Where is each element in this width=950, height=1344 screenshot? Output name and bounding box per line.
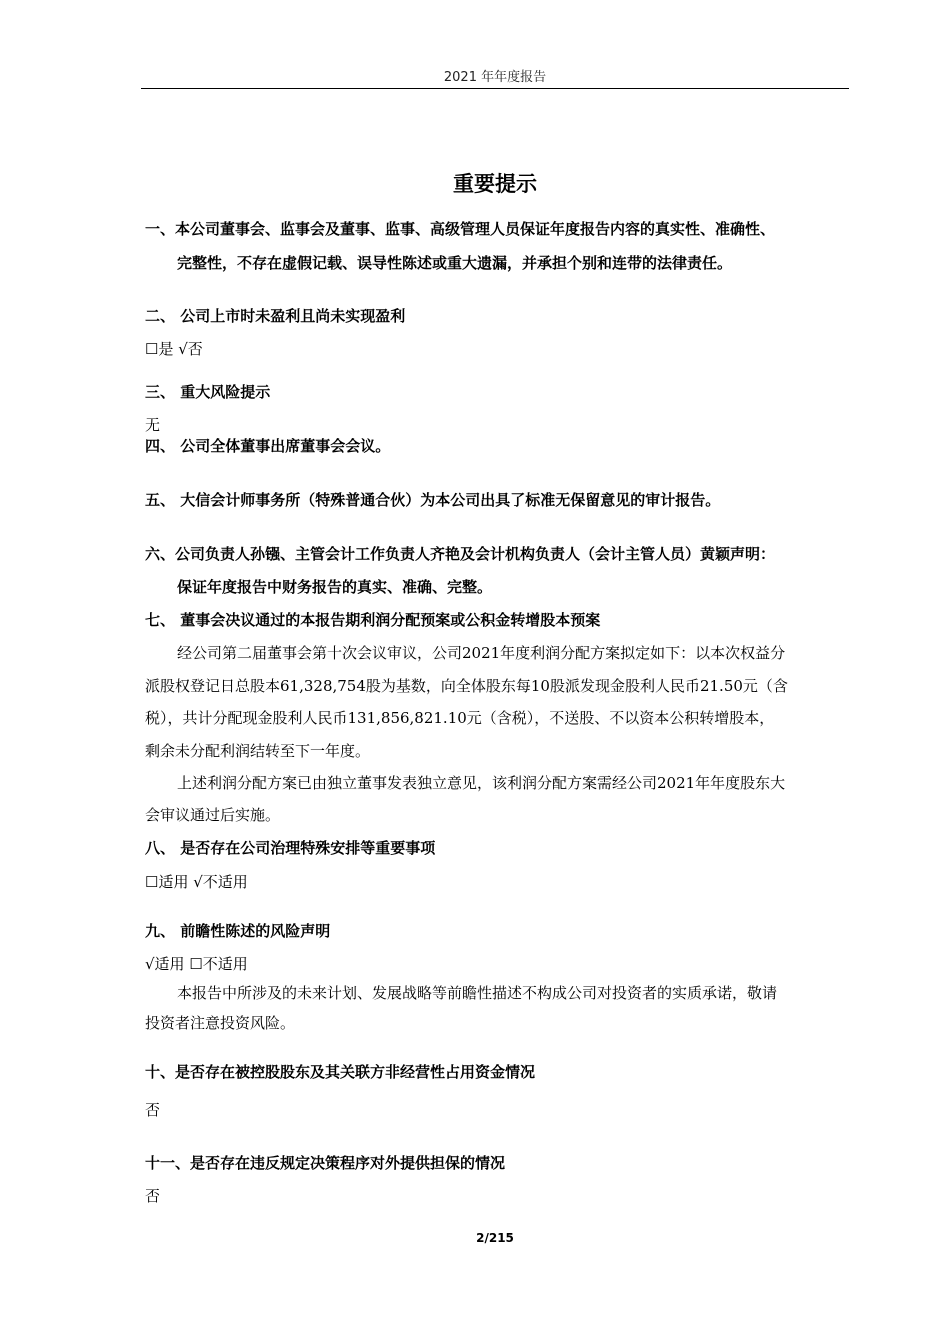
section-4-heading: 四、 公司全体董事出席董事会会议。 — [145, 437, 391, 455]
section-8-answer: ☐适用 √不适用 — [145, 873, 248, 891]
section-9-answer: √适用 ☐不适用 — [145, 955, 248, 973]
section-7-para-1-line: 经公司第二届董事会第十次会议审议，公司2021年度利润分配方案拟定如下：以本次权益分 — [177, 644, 786, 662]
section-10-heading: 十、是否存在被控股股东及其关联方非经营性占用资金情况 — [145, 1063, 536, 1081]
section-10-answer: 否 — [145, 1101, 161, 1119]
section-7-para-1-line: 剩余未分配利润结转至下一年度。 — [145, 742, 371, 760]
section-8-heading: 八、 是否存在公司治理特殊安排等重要事项 — [145, 839, 436, 857]
section-9-para-line: 本报告中所涉及的未来计划、发展战略等前瞻性描述不构成公司对投资者的实质承诺，敬请 — [177, 984, 778, 1002]
section-9-para-line: 投资者注意投资风险。 — [145, 1014, 296, 1032]
section-7-para-1-line: 税），共计分配现金股利人民币131,856,821.10元（含税），不送股、不以资本公积转增股本， — [145, 709, 775, 727]
section-2-heading: 二、 公司上市时未盈利且尚未实现盈利 — [145, 307, 406, 325]
section-9-heading: 九、 前瞻性陈述的风险声明 — [145, 922, 331, 940]
section-6-line-1: 六、公司负责人孙镪、主管会计工作负责人齐艳及会计机构负责人（会计主管人员）黄颖声明： — [145, 545, 776, 563]
section-1-line-1: 一、本公司董事会、监事会及董事、监事、高级管理人员保证年度报告内容的真实性、准确性、 — [145, 220, 776, 238]
section-7-heading: 七、 董事会决议通过的本报告期利润分配预案或公积金转增股本预案 — [145, 611, 601, 629]
header-rule — [141, 88, 849, 89]
section-7-para-1-line: 派股权登记日总股本61,328,754股为基数，向全体股东每10股派发现金股利人民币21.50元（含 — [145, 677, 788, 695]
section-7-para-2-line: 会审议通过后实施。 — [145, 806, 281, 824]
section-11-heading: 十一、是否存在违反规定决策程序对外提供担保的情况 — [145, 1154, 506, 1172]
page-number: 2/215 — [476, 1231, 514, 1245]
page-title: 重要提示 — [453, 172, 537, 196]
section-1-line-2: 完整性，不存在虚假记载、误导性陈述或重大遗漏，并承担个别和连带的法律责任。 — [177, 254, 733, 272]
section-5-heading: 五、 大信会计师事务所（特殊普通合伙）为本公司出具了标准无保留意见的审计报告。 — [145, 491, 721, 509]
section-11-answer: 否 — [145, 1187, 161, 1205]
section-3-answer: 无 — [145, 416, 161, 434]
running-header: 2021 年年度报告 — [443, 70, 547, 85]
section-2-answer: ☐是 √否 — [145, 340, 203, 358]
section-7-para-2-line: 上述利润分配方案已由独立董事发表独立意见，该利润分配方案需经公司2021年年度股东大 — [177, 774, 786, 792]
section-6-line-2: 保证年度报告中财务报告的真实、准确、完整。 — [177, 578, 493, 596]
section-3-heading: 三、 重大风险提示 — [145, 383, 271, 401]
